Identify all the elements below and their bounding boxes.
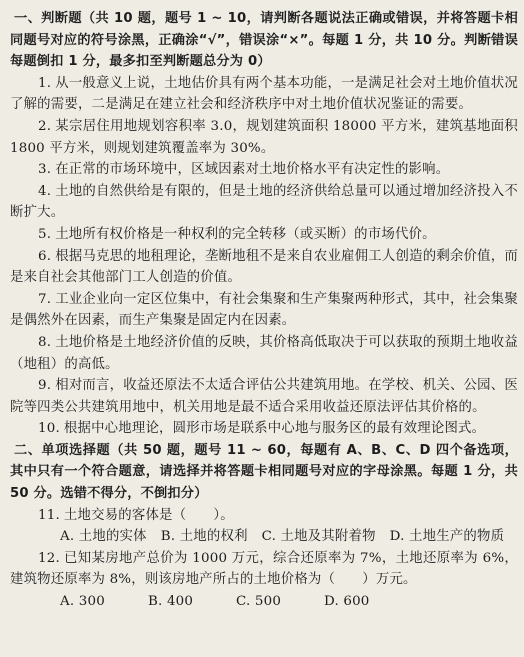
question-number: 11. xyxy=(38,507,60,523)
question-9 xyxy=(10,375,518,418)
option-d: D. 600 xyxy=(324,594,370,610)
question-11 xyxy=(10,505,518,527)
question-number: 1. xyxy=(38,75,52,91)
question-4 xyxy=(10,181,518,224)
question-text: 在正常的市场环境中，区域因素对土地价格水平有决定性的影响。 xyxy=(55,162,450,178)
question-text: 相对而言，收益还原法不太适合评估公共建筑用地。在学校、机关、公园、医院等四类公共建筑用地中，机关用地是最不适合采用收益还原法评估其价格的。 xyxy=(10,378,518,415)
question-11-options xyxy=(10,526,518,548)
option-d: D. 土地生产的物质 xyxy=(389,529,505,545)
question-3 xyxy=(10,159,518,181)
question-text: 土地的自然供给是有限的，但是土地的经济供给总量可以通过增加经济投入不断扩大。 xyxy=(10,183,518,221)
section-1-desc: （共 10 题，题号 1 ~ 10，请判断各题说法正确或错误，并将答题卡相同题号对应的符号涂黑，正确涂“√”，错误涂“×”。每题 1 分，共 10 分。判断错误每题倒扣 1 分，最多扣至判断题总分为 0） xyxy=(10,11,518,70)
section-2-title: 二、单项选择题 xyxy=(14,442,111,458)
question-6 xyxy=(10,246,518,289)
question-number: 7. xyxy=(38,291,52,307)
option-c: C. 500 xyxy=(236,594,282,610)
question-2 xyxy=(10,116,518,159)
question-number: 5. xyxy=(38,226,52,242)
section-2-heading xyxy=(10,440,518,505)
question-number: 2. xyxy=(38,118,52,134)
question-12 xyxy=(10,548,518,591)
option-b: B. 400 xyxy=(148,594,194,610)
question-text: 根据马克思的地租理论，垄断地租不是来自农业雇佣工人创造的剩余价值，而是来自社会其他部门工人创造的价值。 xyxy=(10,248,518,286)
question-text: 土地价格是土地经济价值的反映，其价格高低取决于可以获取的预期土地收益（地租）的高低。 xyxy=(10,334,518,372)
question-8 xyxy=(10,332,518,375)
question-number: 12. xyxy=(38,550,60,566)
question-text: 某宗居住用地规划容积率 3.0，规划建筑面积 18000 平方米，建筑基地面积 1800 平方米，则规划建筑覆盖率为 30%。 xyxy=(10,118,518,156)
question-text: 土地交易的客体是（ ）。 xyxy=(63,507,234,523)
question-text: 工业企业向一定区位集中，有社会集聚和生产集聚两种形式，其中，社会集聚是偶然外在因素，而生产集聚是固定内在因素。 xyxy=(10,291,518,329)
question-1 xyxy=(10,73,518,116)
question-7 xyxy=(10,289,518,332)
section-1-title: 一、判断题 xyxy=(14,11,82,26)
question-text: 土地所有权价格是一种权利的完全转移（或买断）的市场代价。 xyxy=(55,226,436,242)
option-b: B. 土地的权利 xyxy=(160,529,248,545)
option-a: A. 土地的实体 xyxy=(60,529,147,545)
question-10 xyxy=(10,418,518,440)
section-1-heading xyxy=(10,8,518,73)
question-number: 6. xyxy=(38,248,52,264)
question-number: 8. xyxy=(38,334,52,350)
section-2-desc: （共 50 题，题号 11 ~ 60，每题有 A、B、C、D 四个备选项，其中只有一个符合题意，请选择并将答题卡相同题号对应的字母涂黑。每题 1 分，共 50 分。选错不得分，不倒扣分） xyxy=(10,442,518,502)
question-12-options xyxy=(10,591,518,613)
question-number: 4. xyxy=(38,183,52,199)
question-number: 10. xyxy=(38,421,60,437)
option-c: C. 土地及其附着物 xyxy=(261,529,376,545)
question-text: 根据中心地理论，圆形市场是联系中心地与服务区的最有效理论图式。 xyxy=(63,421,486,437)
question-text: 从一般意义上说，土地估价具有两个基本功能，一是满足社会对土地价值状况了解的需要，二是满足在建立社会和经济秩序中对土地价值状况鉴证的需要。 xyxy=(10,75,518,113)
question-5 xyxy=(10,224,518,246)
question-text: 已知某房地产总价为 1000 万元，综合还原率为 7%，土地还原率为 6%，建筑物还原率为 8%，则该房地产所占的土地价格为（ ）万元。 xyxy=(10,550,518,588)
question-number: 3. xyxy=(38,162,52,178)
option-a: A. 300 xyxy=(60,594,105,610)
question-number: 9. xyxy=(38,378,52,394)
